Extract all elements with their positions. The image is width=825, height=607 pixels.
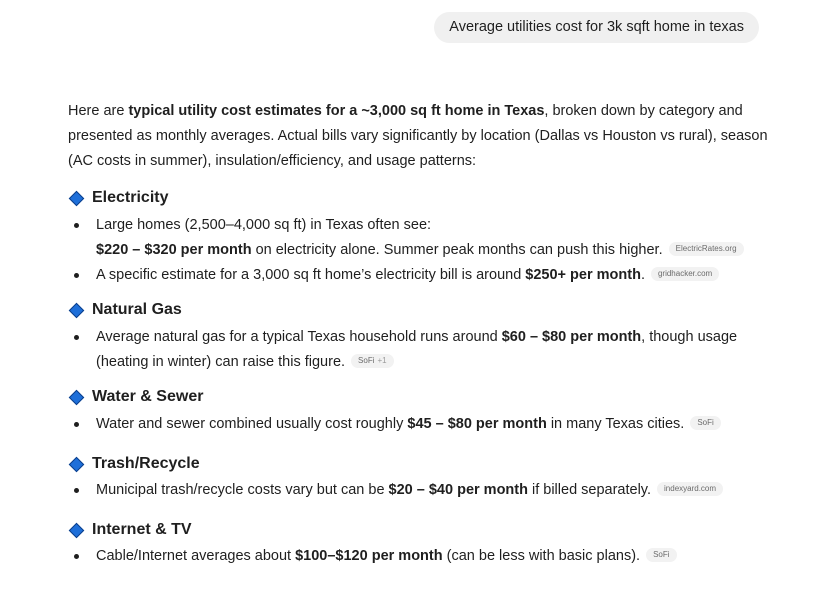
bullet-bold: $100–$120 per month xyxy=(295,548,443,564)
list-item xyxy=(68,213,768,263)
source-name: SoFi xyxy=(697,418,714,428)
section-electricity xyxy=(68,189,768,288)
intro-bold: typical utility cost estimates for a ~3,000 sq ft home in Texas xyxy=(128,103,545,119)
list-item xyxy=(68,544,768,569)
blue-diamond-icon xyxy=(69,522,85,538)
section-heading xyxy=(68,301,768,319)
blue-diamond-icon xyxy=(69,302,85,318)
list-item xyxy=(68,478,768,503)
bullet-bold: $45 – $80 per month xyxy=(407,416,547,432)
bullet-list xyxy=(68,544,768,569)
bullet-text: Large homes (2,500–4,000 sq ft) in Texas often see: xyxy=(96,217,432,233)
section-water-sewer xyxy=(68,388,768,437)
intro-paragraph xyxy=(68,99,768,174)
bullet-list xyxy=(68,325,768,375)
bullet-text: , though usage (heating in winter) can raise this figure. xyxy=(96,329,738,370)
section-heading xyxy=(68,521,768,539)
user-message-text: Average utilities cost for 3k sqft home in texas xyxy=(449,19,744,35)
bullet-bold: $220 – $320 per month xyxy=(96,242,252,258)
source-name: SoFi xyxy=(653,550,670,560)
source-chip[interactable] xyxy=(351,354,394,368)
bullet-text: if billed separately. xyxy=(527,482,652,498)
source-more-count: +1 xyxy=(377,356,387,366)
section-heading xyxy=(68,388,768,406)
bullet-text: A specific estimate for a 3,000 sq ft home’s electricity bill is around xyxy=(96,267,526,283)
bullet-text: Average natural gas for a typical Texas household runs around xyxy=(96,329,502,345)
bullet-text: in many Texas cities. xyxy=(546,416,685,432)
assistant-response xyxy=(68,99,768,569)
bullet-list xyxy=(68,213,768,288)
bullet-text: Water and sewer combined usually cost roughly xyxy=(96,416,408,432)
list-item xyxy=(68,325,768,375)
bullet-bold: $20 – $40 per month xyxy=(388,482,528,498)
section-heading xyxy=(68,189,768,207)
source-name: indexyard.com xyxy=(664,484,717,494)
blue-diamond-icon xyxy=(69,190,85,206)
blue-diamond-icon xyxy=(69,389,85,405)
section-internet-tv xyxy=(68,521,768,569)
bullet-text: Cable/Internet averages about xyxy=(96,548,296,564)
section-title: Internet & TV xyxy=(92,521,192,538)
source-chip[interactable] xyxy=(657,482,723,496)
source-name: ElectricRates.org xyxy=(675,244,737,254)
bullet-list xyxy=(68,412,768,437)
source-chip[interactable] xyxy=(690,416,720,430)
blue-diamond-icon xyxy=(69,456,85,472)
intro-text-end: , broken down by category and presented as monthly averages. Actual bills vary significantly by location (Dallas vs Houston vs rural), season (AC costs in summer), insulation/efficiency, and usage patterns: xyxy=(68,103,768,169)
user-message-bubble xyxy=(434,12,759,43)
bullet-bold: $60 – $80 per month xyxy=(501,329,642,345)
bullet-text: . xyxy=(640,267,645,283)
bullet-text: Municipal trash/recycle costs vary but can be xyxy=(96,482,389,498)
bullet-text: on electricity alone. Summer peak months can push this higher. xyxy=(251,242,663,258)
section-title: Electricity xyxy=(92,189,169,206)
section-trash-recycle xyxy=(68,455,768,503)
section-title: Trash/Recycle xyxy=(92,455,200,472)
source-chip[interactable] xyxy=(669,242,744,256)
section-heading xyxy=(68,455,768,473)
source-name: SoFi xyxy=(358,356,375,366)
bullet-bold: $250+ per month xyxy=(525,267,641,283)
section-title: Water & Sewer xyxy=(92,388,204,405)
intro-text-start: Here are xyxy=(68,103,129,119)
section-title: Natural Gas xyxy=(92,301,182,318)
source-name: gridhacker.com xyxy=(657,269,713,279)
source-chip[interactable] xyxy=(651,267,719,281)
bullet-list xyxy=(68,478,768,503)
list-item xyxy=(68,412,768,437)
section-natural-gas xyxy=(68,301,768,375)
source-chip[interactable] xyxy=(646,548,676,562)
bullet-text: (can be less with basic plans). xyxy=(442,548,641,564)
list-item xyxy=(68,263,768,288)
